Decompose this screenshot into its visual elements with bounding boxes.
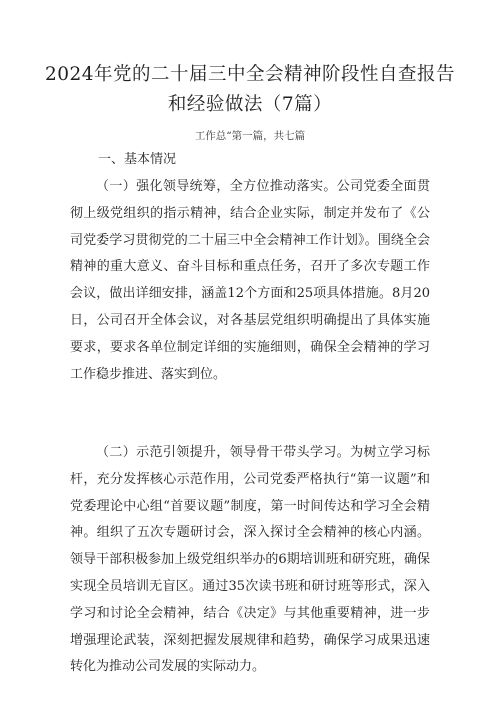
document-title: 2024年党的二十届三中全会精神阶段性自查报告和经验做法（7篇） bbox=[44, 64, 456, 115]
paragraph-leadership-coordination: （一）强化领导统筹，全方位推动落实。公司党委全面贯彻上级党组织的指示精神，结合企业实际，制定并发布了《公司党委学习贯彻党的二十届三中全会精神工作计划》。围绕全会精神的重大意义、奋斗目标和重点任务，召开了多次专题工作会议，做出详细安排，涵盖12个方面和25项具体措施。8月20日，公司召开全体会议，对各基层党组织明确提出了具体实施要求，要求各单位制定详细的实施细则，确保全会精神的学习工作稳步推进、落实到位。 bbox=[70, 179, 430, 382]
paragraph-demonstration-leading: （二）示范引领提升，领导骨干带头学习。为树立学习标杆，充分发挥核心示范作用，公司党委严格执行“第一议题”和党委理论中心组“首要议题”制度，第一时间传达和学习全会精神。组织了五次专题研讨会，深入探讨全会精神的核心内涵。领导干部积极参加上级党组织举办的6期培训班和研究班，确保实现全员培训无盲区。通过35次读书班和研讨班等形式，深入学习和讨论全会精神，结合《决定》与其他重要精神，进一步增强理论武装，深刻把握发展规律和趋势，确保学习成果迅速转化为推动公司发展的实际动力。 bbox=[70, 445, 430, 675]
document-subtitle: 工作总“第一篇，共七篇 bbox=[194, 130, 306, 142]
section-heading: 一、基本情况 bbox=[98, 152, 177, 167]
